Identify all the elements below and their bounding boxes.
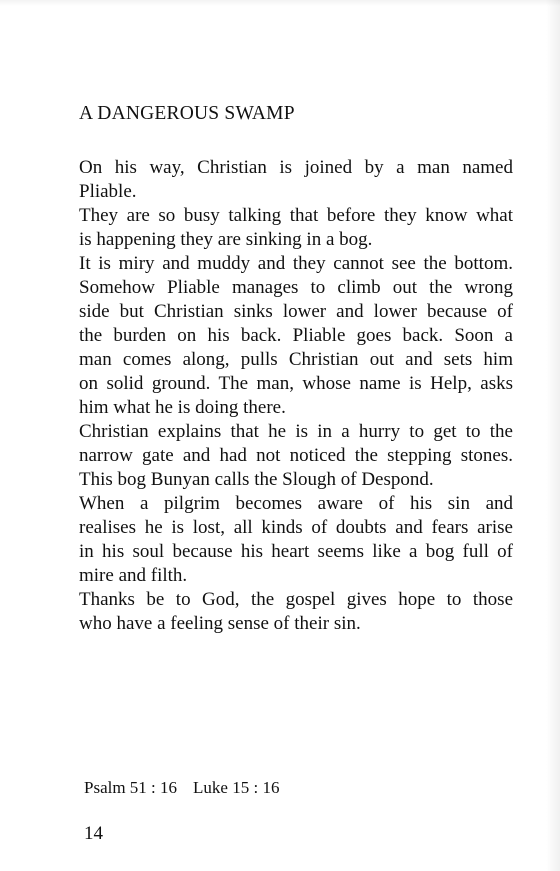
body-line: This bog Bunyan calls the Slough of Despond. bbox=[79, 469, 434, 490]
chapter-heading: A DANGEROUS SWAMP bbox=[79, 103, 295, 124]
body-line: in his soul because his heart seems like a bog full of bbox=[79, 541, 513, 562]
body-line: him what he is doing there. bbox=[79, 397, 286, 418]
body-line: the burden on his back. Pliable goes back. Soon a bbox=[79, 325, 513, 346]
body-line: They are so busy talking that before they know what bbox=[79, 205, 513, 226]
scripture-references bbox=[84, 778, 279, 798]
body-line: On his way, Christian is joined by a man named bbox=[79, 157, 513, 178]
reference-luke: Luke 15 : 16 bbox=[193, 778, 280, 797]
body-line: Thanks be to God, the gospel gives hope to those bbox=[79, 589, 513, 610]
body-line: side but Christian sinks lower and lower because of bbox=[79, 301, 513, 322]
body-line: When a pilgrim becomes aware of his sin and bbox=[79, 493, 513, 514]
page-number: 14 bbox=[84, 823, 103, 844]
body-text bbox=[79, 156, 513, 636]
body-line: on solid ground. The man, whose name is Help, asks bbox=[79, 373, 513, 394]
reference-psalm: Psalm 51 : 16 bbox=[84, 778, 178, 797]
body-line: narrow gate and had not noticed the stepping stones. bbox=[79, 445, 513, 466]
body-line: who have a feeling sense of their sin. bbox=[79, 613, 361, 634]
body-line: It is miry and muddy and they cannot see the bottom. bbox=[79, 253, 513, 274]
body-line: man comes along, pulls Christian out and sets him bbox=[79, 349, 513, 370]
body-line: is happening they are sinking in a bog. bbox=[79, 229, 373, 250]
page-edge-shadow bbox=[546, 0, 560, 871]
body-line: Christian explains that he is in a hurry to get to the bbox=[79, 421, 513, 442]
body-line: mire and filth. bbox=[79, 565, 188, 586]
body-line: Somehow Pliable manages to climb out the wrong bbox=[79, 277, 513, 298]
body-line: realises he is lost, all kinds of doubts and fears arise bbox=[79, 517, 513, 538]
page-top-shadow bbox=[0, 0, 560, 6]
body-line: Pliable. bbox=[79, 181, 137, 202]
